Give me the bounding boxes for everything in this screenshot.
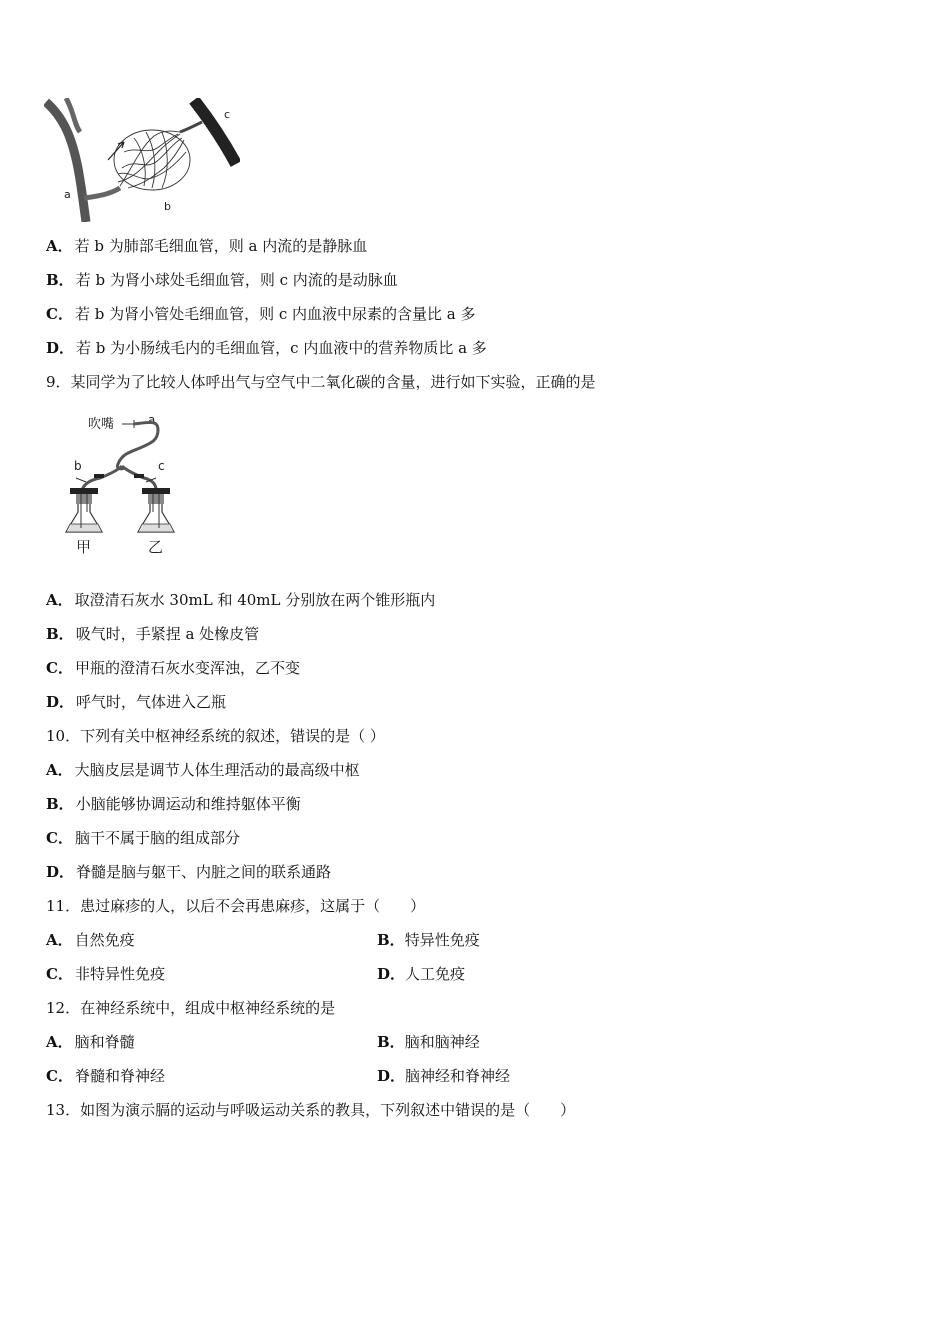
q8-option-a: A． 若 b 为肺部毛细血管，则 a 内流的是静脉血 bbox=[46, 237, 368, 255]
q11-option-a: A． 自然免疫 bbox=[46, 931, 135, 949]
q8-option-b: B． 若 b 为肾小球处毛细血管，则 c 内流的是动脉血 bbox=[46, 271, 398, 289]
q9-stem: 9．某同学为了比较人体呼出气与空气中二氧化碳的含量，进行如下实验，正确的是 bbox=[46, 373, 596, 391]
q9-option-b: B． 吸气时，手紧捏 a 处橡皮管 bbox=[46, 625, 260, 643]
q9-option-d: D． 呼气时，气体进入乙瓶 bbox=[46, 693, 227, 711]
q12-option-c: C． 脊髓和脊神经 bbox=[46, 1067, 165, 1085]
q11-option-b: B．特异性免疫 bbox=[377, 931, 480, 949]
capillary-diagram bbox=[44, 98, 240, 222]
q8-option-d: D． 若 b 为小肠绒毛内的毛细血管，c 内血液中的营养物质比 a 多 bbox=[46, 339, 487, 357]
q11-option-c: C． 非特异性免疫 bbox=[46, 965, 165, 983]
q10-stem: 10．下列有关中枢神经系统的叙述，错误的是（ ） bbox=[46, 727, 385, 745]
q12-option-b: B．脑和脑神经 bbox=[377, 1033, 480, 1051]
fig2-label-c: c bbox=[158, 459, 165, 473]
q10-option-b: B． 小脑能够协调运动和维持躯体平衡 bbox=[46, 795, 301, 813]
q11-option-d: D．人工免疫 bbox=[377, 965, 466, 983]
q12-stem: 12．在神经系统中，组成中枢神经系统的是 bbox=[46, 999, 336, 1017]
breath-experiment-diagram bbox=[60, 408, 190, 558]
q11-stem: 11．患过麻疹的人，以后不会再患麻疹，这属于（ ） bbox=[46, 897, 426, 915]
q10-option-d: D． 脊髓是脑与躯干、内脏之间的联系通路 bbox=[46, 863, 332, 881]
q9-option-a: A． 取澄清石灰水 30mL 和 40mL 分别放在两个锥形瓶内 bbox=[46, 591, 436, 609]
fig2-label-a: a bbox=[148, 413, 156, 427]
fig2-label-yi: 乙 bbox=[148, 538, 164, 556]
q10-option-c: C． 脑干不属于脑的组成部分 bbox=[46, 829, 240, 847]
q10-option-a: A． 大脑皮层是调节人体生理活动的最高级中枢 bbox=[46, 761, 360, 779]
fig2-label-b: b bbox=[74, 459, 82, 473]
q9-option-c: C． 甲瓶的澄清石灰水变浑浊，乙不变 bbox=[46, 659, 300, 677]
fig1-label-a: a bbox=[64, 188, 71, 201]
fig1-label-b: b bbox=[164, 200, 171, 213]
q8-option-c: C． 若 b 为肾小管处毛细血管，则 c 内血液中尿素的含量比 a 多 bbox=[46, 305, 476, 323]
fig2-mouth: 吹嘴 bbox=[88, 417, 115, 432]
fig1-label-c: c bbox=[224, 108, 231, 121]
fig2-label-jia: 甲 bbox=[76, 538, 92, 556]
q13-stem: 13．如图为演示膈的运动与呼吸运动关系的教具，下列叙述中错误的是（ ） bbox=[46, 1101, 576, 1119]
q12-option-a: A． 脑和脊髓 bbox=[46, 1033, 135, 1051]
q12-option-d: D．脑神经和脊神经 bbox=[377, 1067, 511, 1085]
